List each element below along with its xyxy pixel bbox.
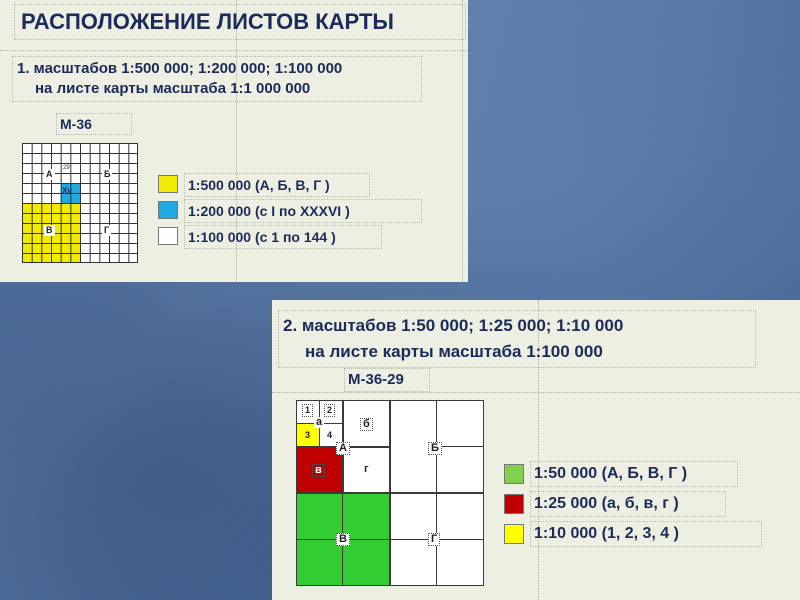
slide-title: РАСПОЛОЖЕНИЕ ЛИСТОВ КАРТЫ [14, 4, 466, 40]
grid2-label-A: А [336, 442, 350, 455]
panel-scales-1 [0, 0, 468, 282]
section1-line1: 1. масштабов 1:500 000; 1:200 000; 1:100 000 [17, 60, 343, 77]
sheet-label-m36: М-36 [56, 113, 132, 135]
section2-heading [278, 310, 756, 368]
legend2-swatch-red [504, 494, 524, 514]
grid-m36-29 [296, 400, 484, 586]
grid2-label-V: В [336, 533, 350, 546]
legend1-text-1: 1:500 000 (А, Б, В, Г ) [184, 173, 370, 197]
grid1-label-a: А [46, 169, 53, 179]
section1-line2: на листе карты масштаба 1:1 000 000 [35, 80, 311, 97]
legend2-text-3: 1:10 000 (1, 2, 3, 4 ) [530, 521, 762, 547]
grid1-label-29: 29 [63, 165, 70, 171]
legend2-swatch-yellow [504, 524, 524, 544]
grid-m36 [22, 143, 138, 263]
legend2-text-2: 1:25 000 (а, б, в, г ) [530, 491, 726, 517]
legend2-text-1: 1:50 000 (А, Б, В, Г ) [530, 461, 738, 487]
grid1-label-v: В [46, 225, 53, 235]
legend1-text-2: 1:200 000 (с I по XXXVI ) [184, 199, 422, 223]
grid2-label-b-small: б [360, 418, 373, 431]
grid2-label-1: 1 [302, 404, 313, 417]
grid2-label-g-small: г [364, 463, 369, 475]
grid2-label-4: 4 [327, 430, 333, 440]
grid2-label-B: Б [428, 442, 442, 455]
panel-scales-2 [272, 300, 800, 600]
grid2-label-a-small: а [316, 416, 323, 428]
legend1-swatch-white [158, 227, 178, 245]
legend1-swatch-yellow [158, 175, 178, 193]
grid2-label-v-small: в [312, 464, 325, 477]
grid2-label-2: 2 [324, 404, 335, 417]
sheet-label-m36-29: М-36-29 [344, 368, 430, 392]
section2-line2: на листе карты масштаба 1:100 000 [305, 342, 603, 361]
legend1-text-3: 1:100 000 (с 1 по 144 ) [184, 225, 382, 249]
legend1-swatch-blue [158, 201, 178, 219]
grid1-label-g: Г [104, 225, 110, 235]
grid1-label-b: Б [104, 169, 111, 179]
section2-line1: 2. масштабов 1:50 000; 1:25 000; 1:10 000 [283, 316, 624, 335]
grid2-label-G: Г [428, 533, 440, 546]
grid2-label-3: 3 [305, 430, 311, 440]
grid1-label-xv: Xv [62, 186, 72, 195]
legend2-swatch-green [504, 464, 524, 484]
section1-heading [12, 56, 422, 102]
